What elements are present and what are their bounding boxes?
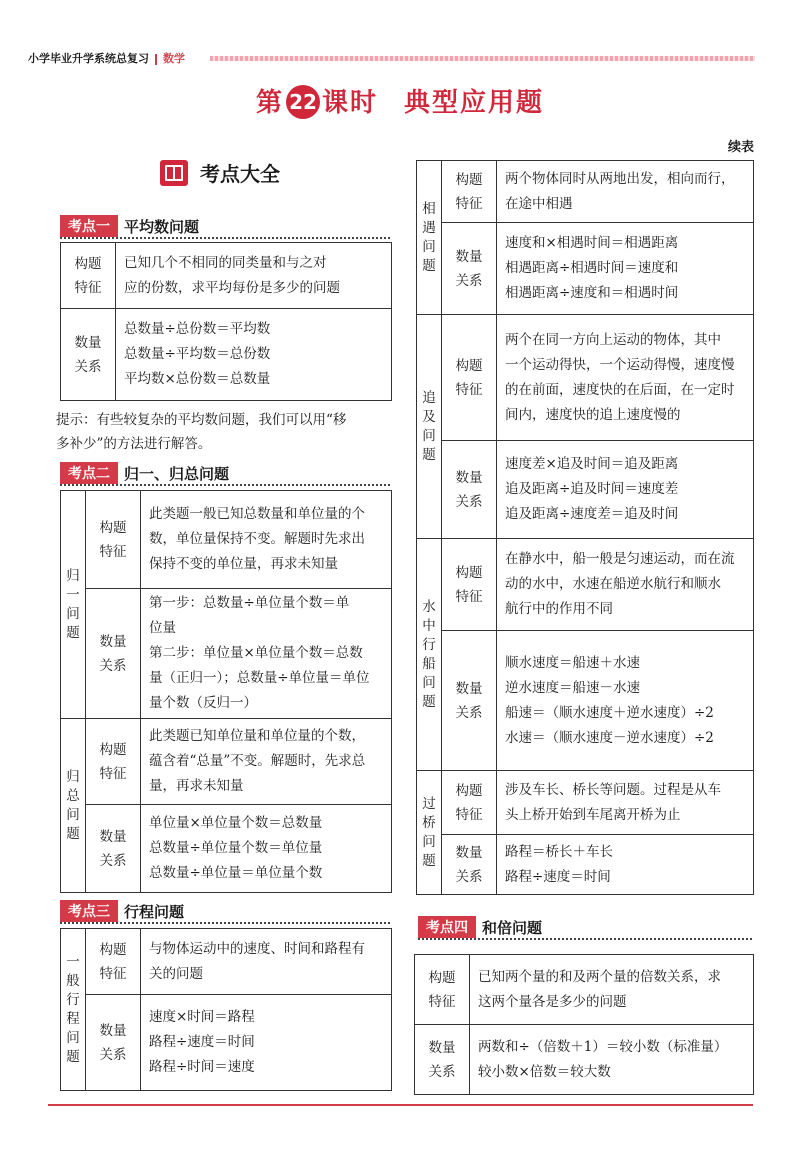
table-row <box>417 223 754 315</box>
continued-table-label: 续表 <box>727 140 754 155</box>
footer-rule <box>48 1104 753 1106</box>
row-label: 构题 特征 <box>415 955 470 1025</box>
kaodian-name: 行程问题 <box>124 902 185 921</box>
book-icon <box>160 160 188 186</box>
running-header <box>28 50 185 66</box>
row-label: 构题 特征 <box>442 161 497 223</box>
table-row <box>417 315 754 441</box>
subject-label: 数学 <box>163 52 185 65</box>
tip-text: 提示：有些较复杂的平均数问题，我们可以用“移 多补少”的方法进行解答。 <box>56 412 347 452</box>
row-label: 构题 特征 <box>442 315 497 441</box>
row-label: 构题 特征 <box>442 771 497 835</box>
row-content: 在静水中，船一般是匀速运动，而在流 动的水中，水速在船逆水航行和顺水 航行中的作用不同 <box>497 539 754 631</box>
section-heading: 考点大全 <box>160 158 280 187</box>
row-content: 涉及车长、桥长等问题。过程是从车 头上桥开始到车尾离开桥为止 <box>497 771 754 835</box>
row-content: 此类题一般已知总数量和单位量的个 数，单位量保持不变。解题时先求出 保持不变的单位量，再求未知量 <box>141 491 392 589</box>
table-row <box>61 243 392 309</box>
row-label: 数量 关系 <box>442 441 497 539</box>
kaodian-2-heading <box>60 462 392 486</box>
row-content: 两个在同一方向上运动的物体，其中 一个运动得快，一个运动得慢，速度慢 的在前面，速度快的在后面，在一定时 间内，速度快的追上速度慢的 <box>497 315 754 441</box>
book-title: 小学毕业升学系统总复习 <box>28 52 149 65</box>
row-label: 数量 关系 <box>86 805 141 893</box>
table-row <box>417 441 754 539</box>
header-divider <box>155 54 157 65</box>
row-content: 速度和×相遇时间＝相遇距离 相遇距离÷相遇时间＝速度和 相遇距离÷速度和＝相遇时间 <box>497 223 754 315</box>
kaodian-name: 归一、归总问题 <box>124 464 230 483</box>
category-cell: 归 总 问 题 <box>61 719 86 893</box>
table-row <box>61 995 392 1091</box>
kaodian-4-heading <box>418 916 754 940</box>
row-label: 数量 关系 <box>442 835 497 895</box>
table-row <box>61 929 392 995</box>
category-cell: 水 中 行 船 问 题 <box>417 539 442 771</box>
category-cell: 一 般 行 程 问 题 <box>61 929 86 1091</box>
category-cell: 相 遇 问 题 <box>417 161 442 315</box>
table-row <box>417 161 754 223</box>
row-content: 速度差×追及时间＝追及距离 追及距离÷追及时间＝速度差 追及距离÷速度差＝追及时间 <box>497 441 754 539</box>
row-content: 顺水速度＝船速＋水速 逆水速度＝船速－水速 船速＝（顺水速度＋逆水速度）÷2 水速＝（顺水速度－逆水速度）÷2 <box>497 631 754 771</box>
row-content: 两数和÷（倍数＋1）＝较小数（标准量） 较小数×倍数＝较大数 <box>470 1025 754 1095</box>
row-label: 构题 特征 <box>442 539 497 631</box>
table-row <box>61 805 392 893</box>
row-label: 数量 关系 <box>415 1025 470 1095</box>
row-content: 速度×时间＝路程 路程÷速度＝时间 路程÷时间＝速度 <box>141 995 392 1091</box>
row-label: 构题 特征 <box>86 719 141 805</box>
row-label: 数量 关系 <box>86 589 141 719</box>
table-row <box>415 955 754 1025</box>
header-rule <box>210 56 755 61</box>
table-row <box>417 835 754 895</box>
row-label: 构题 特征 <box>86 929 141 995</box>
lesson-number-badge: 22 <box>286 85 320 119</box>
row-label: 数量 关系 <box>61 309 116 401</box>
row-label: 数量 关系 <box>442 223 497 315</box>
category-cell: 追 及 问 题 <box>417 315 442 539</box>
kaodian-tag: 考点一 <box>60 215 118 237</box>
kaodian-tag: 考点四 <box>418 916 476 938</box>
kaodian-name: 和倍问题 <box>482 918 543 937</box>
row-content: 已知两个量的和及两个量的倍数关系，求 这两个量各是多少的问题 <box>470 955 754 1025</box>
row-label: 数量 关系 <box>442 631 497 771</box>
category-cell: 归 一 问 题 <box>61 491 86 719</box>
table-row <box>415 1025 754 1095</box>
table-row <box>417 631 754 771</box>
table-row <box>417 539 754 631</box>
table-row <box>61 589 392 719</box>
kaodian-tag: 考点二 <box>60 462 118 484</box>
row-content: 单位量×单位量个数＝总数量 总数量÷单位量个数＝单位量 总数量÷单位量＝单位量个数 <box>141 805 392 893</box>
row-label: 构题 特征 <box>61 243 116 309</box>
row-content: 第一步：总数量÷单位量个数＝单 位量 第二步：单位量×单位量个数＝总数 量（正归一）；总数量÷单位量＝单位 量个数（反归一） <box>141 589 392 719</box>
row-content: 与物体运动中的速度、时间和路程有 关的问题 <box>141 929 392 995</box>
kaodian-3-heading <box>60 900 392 924</box>
page-title: 第 22 课时 典型应用题 <box>0 82 800 119</box>
row-content: 路程＝桥长＋车长 路程÷速度＝时间 <box>497 835 754 895</box>
row-content: 此类题已知单位量和单位量的个数， 蕴含着“总量”不变。解题时，先求总 量，再求未知量 <box>141 719 392 805</box>
table-row <box>61 719 392 805</box>
row-content: 已知几个不相同的同类量和与之对 应的份数，求平均每份是多少的问题 <box>116 243 392 309</box>
table-row <box>61 309 392 401</box>
category-cell: 过 桥 问 题 <box>417 771 442 895</box>
kaodian-tag: 考点三 <box>60 900 118 922</box>
lesson-topic: 典型应用题 <box>404 88 545 118</box>
table-row <box>61 491 392 589</box>
row-content: 总数量÷总份数＝平均数 总数量÷平均数＝总份数 平均数×总份数＝总数量 <box>116 309 392 401</box>
row-content: 两个物体同时从两地出发，相向而行， 在途中相遇 <box>497 161 754 223</box>
row-label: 数量 关系 <box>86 995 141 1091</box>
kaodian-name: 平均数问题 <box>124 217 200 236</box>
table-row <box>417 771 754 835</box>
row-label: 构题 特征 <box>86 491 141 589</box>
kaodian-1-heading <box>60 215 392 239</box>
